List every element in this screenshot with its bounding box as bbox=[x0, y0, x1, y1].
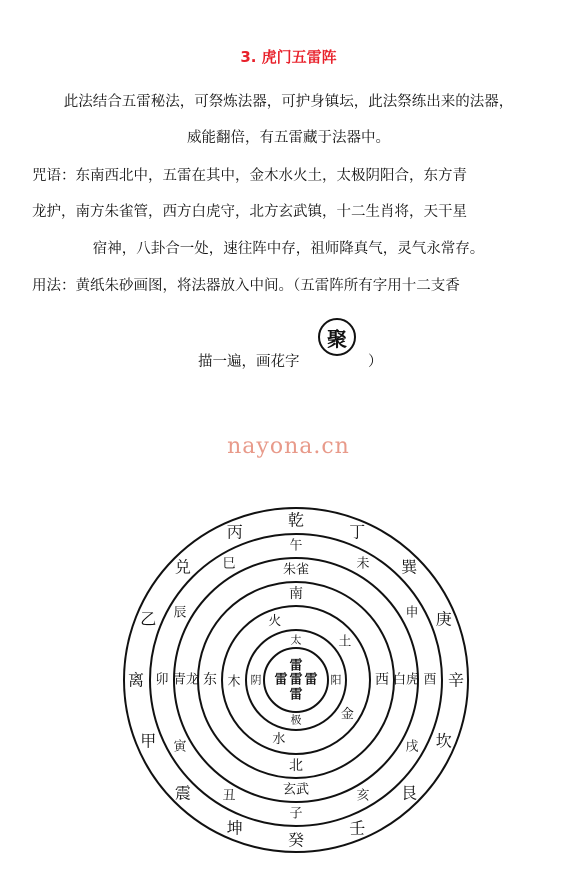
outer-ring-glyph: 癸 bbox=[287, 830, 305, 850]
outer-ring-glyph: 庚 bbox=[435, 609, 452, 629]
branch-ring-glyph: 寅 bbox=[173, 739, 187, 755]
taiji-ring-glyph: 极 bbox=[290, 713, 302, 727]
outer-ring-glyph: 艮 bbox=[401, 783, 418, 803]
center-thunder-glyph: 雷 bbox=[289, 658, 303, 674]
branch-ring-glyph: 卯 bbox=[155, 672, 169, 688]
branch-ring-glyph: 丑 bbox=[222, 788, 236, 804]
outer-ring-glyph: 丙 bbox=[226, 522, 243, 542]
element-ring-glyph: 水 bbox=[272, 732, 286, 748]
taiji-ring-glyph: 阴 bbox=[250, 673, 262, 687]
direction-ring-2-glyph: 北 bbox=[289, 758, 303, 774]
branch-ring-glyph: 酉 bbox=[423, 672, 437, 688]
outer-ring-glyph: 兑 bbox=[174, 557, 191, 577]
direction-ring-2-glyph: 东 bbox=[203, 672, 217, 688]
outer-ring-glyph: 辛 bbox=[447, 670, 465, 690]
outer-ring-glyph: 甲 bbox=[140, 731, 157, 751]
branch-ring-glyph: 亥 bbox=[356, 788, 370, 804]
direction-ring-2-glyph: 南 bbox=[289, 586, 303, 602]
outer-ring-glyph: 巽 bbox=[401, 557, 418, 577]
section-title: 3. 虎门五雷阵 bbox=[240, 48, 337, 66]
branch-ring-glyph: 辰 bbox=[173, 605, 187, 621]
direction-ring-2-glyph: 西 bbox=[375, 672, 389, 688]
mantra-line-2: 龙护，南方朱雀管，西方白虎守，北方玄武镇，十二生肖将，天干星 bbox=[32, 204, 467, 220]
outer-ring-glyph: 离 bbox=[127, 670, 145, 690]
outer-ring-glyph: 震 bbox=[174, 783, 191, 803]
element-ring-glyph: 金 bbox=[340, 707, 354, 723]
center-thunder-glyph: 雷 bbox=[289, 687, 303, 703]
outer-ring-glyph: 坤 bbox=[226, 818, 243, 838]
branch-ring-glyph: 戌 bbox=[405, 739, 419, 755]
mantra-line-3: 宿神，八卦合一处，速往阵中存，祖师降真气，灵气永常存。 bbox=[92, 241, 485, 257]
direction-ring-glyph: 白虎 bbox=[392, 672, 420, 688]
direction-ring-glyph: 青龙 bbox=[172, 672, 200, 688]
center-thunder-glyph: 雷 bbox=[304, 672, 318, 688]
element-ring-glyph: 土 bbox=[338, 634, 352, 650]
intro-line-2: 威能翻倍，有五雷藏于法器中。 bbox=[187, 130, 390, 146]
element-ring-glyph: 木 bbox=[227, 674, 241, 690]
usage-close-paren: ） bbox=[368, 354, 383, 370]
intro-line-1: 此法结合五雷秘法，可祭炼法器，可护身镇坛，此法祭练出来的法器， bbox=[63, 94, 514, 110]
center-thunder-glyph: 雷 bbox=[289, 672, 303, 688]
element-ring-glyph: 火 bbox=[268, 614, 282, 630]
outer-ring-glyph: 乾 bbox=[287, 510, 305, 530]
branch-ring-glyph: 申 bbox=[405, 605, 419, 621]
direction-ring-glyph: 朱雀 bbox=[282, 562, 310, 578]
watermark: nayona.cn bbox=[227, 434, 350, 459]
center-thunder-glyph: 雷 bbox=[274, 672, 288, 688]
taiji-ring-glyph: 阳 bbox=[330, 673, 342, 687]
mantra-line-1: 咒语：东南西北中，五雷在其中，金木水火土，太极阴阳合，东方青 bbox=[32, 168, 467, 184]
outer-ring-glyph: 壬 bbox=[349, 818, 366, 838]
branch-ring-glyph: 巳 bbox=[222, 556, 236, 572]
branch-ring-glyph: 未 bbox=[356, 556, 370, 572]
outer-ring-glyph: 坎 bbox=[435, 731, 452, 751]
flower-character-seal: 聚 bbox=[318, 318, 356, 356]
branch-ring-glyph: 子 bbox=[289, 806, 303, 822]
usage-line-1: 用法：黄纸朱砂画图，将法器放入中间。（五雷阵所有字用十二支香 bbox=[32, 278, 460, 294]
usage-line-2: 描一遍，画花字 bbox=[198, 354, 300, 370]
branch-ring-glyph: 午 bbox=[289, 538, 303, 554]
direction-ring-glyph: 玄武 bbox=[282, 782, 310, 798]
taiji-ring-glyph: 太 bbox=[290, 633, 302, 647]
outer-ring-glyph: 丁 bbox=[349, 522, 366, 542]
outer-ring-glyph: 乙 bbox=[140, 609, 157, 629]
